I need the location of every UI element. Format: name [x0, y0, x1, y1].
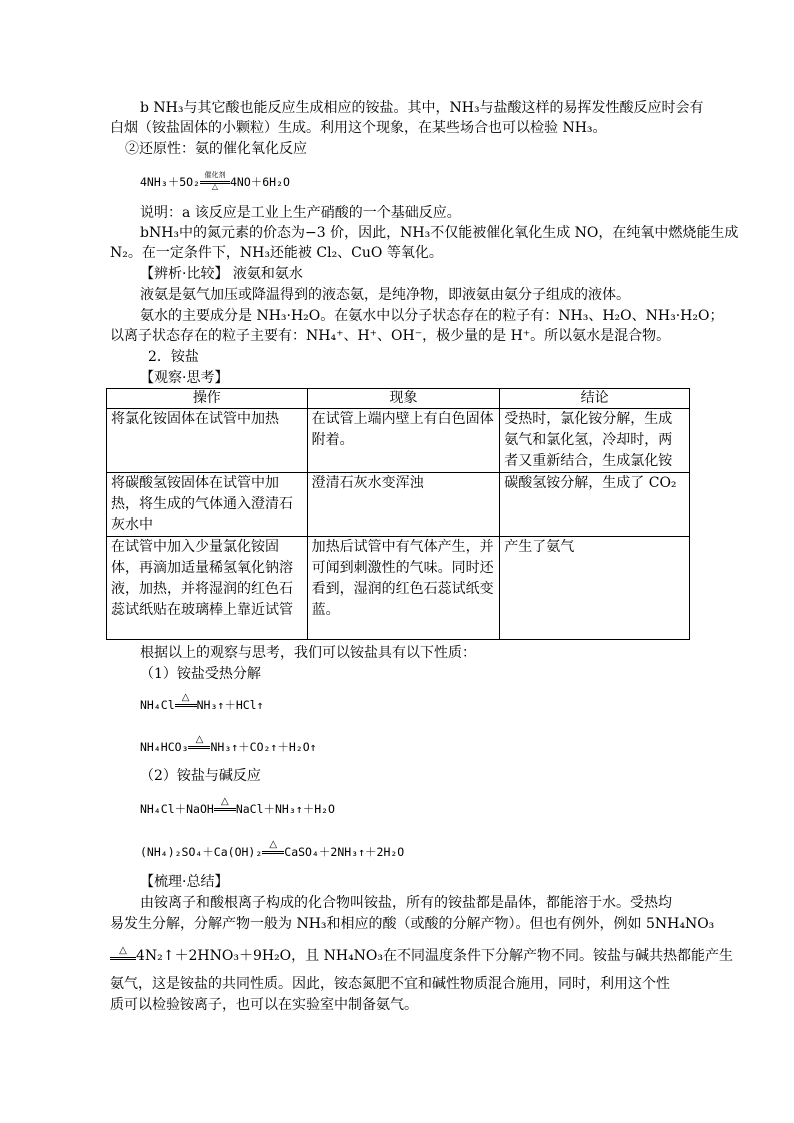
equation-products: NH₃↑＋CO₂↑＋H₂O↑	[210, 740, 317, 754]
equation-nh4cl-decomposition	[140, 692, 264, 713]
paragraph-text: 4N₂↑＋2HNO₃＋9H₂O，且 NH₄NO₃在不同温度条件下分解产物不同。铵盐与碱共热都能产生	[136, 948, 734, 964]
equation-reactants: NH₄HCO₃	[140, 740, 189, 754]
column-header: 结论	[500, 389, 690, 409]
reaction-condition	[175, 692, 197, 713]
equation-catalytic-oxidation	[140, 171, 290, 191]
section-heading: 2．铵盐	[148, 349, 199, 365]
section-heading: ②还原性：氨的催化氧化反应	[125, 141, 307, 157]
section-heading: 【梳理·总结】	[140, 874, 229, 890]
subsection-heading: （2）铵盐与碱反应	[140, 768, 261, 784]
equation-nh4hco3-decomposition	[140, 734, 317, 755]
table-cell: 将碳酸氢铵固体在试管中加热，将生成的气体通入澄清石灰水中	[107, 473, 308, 537]
equation-products: CaSO₄＋2NH₃↑＋2H₂O	[284, 845, 405, 859]
paragraph-line: N₂。在一定条件下，NH₃还能被 Cl₂、CuO 等氧化。	[110, 245, 443, 261]
paragraph-line: 根据以上的观察与思考，我们可以铵盐具有以下性质：	[140, 645, 476, 661]
table-cell: 澄清石灰水变浑浊	[307, 473, 500, 537]
paragraph-line: b NH₃与其它酸也能反应生成相应的铵盐。其中，NH₃与盐酸这样的易挥发性酸反应时会有	[140, 100, 704, 116]
paragraph-line: bNH₃中的氮元素的价态为−3 价，因此，NH₃不仅能被催化氧化生成 NO，在纯氧中燃烧能生成	[140, 225, 739, 241]
paragraph-line: 氨水的主要成分是 NH₃·H₂O。在氨水中以分子状态存在的粒子有：NH₃、H₂O、NH₃·H₂O；	[140, 308, 724, 324]
table-row	[107, 473, 690, 537]
table-cell: 在试管中加入少量氯化铵固体，再滴加适量稀氢氧化钠溶液，加热，并将湿润的红色石蕊试纸贴在玻璃棒上靠近试管	[107, 537, 308, 640]
reaction-condition	[110, 945, 136, 966]
table-cell: 受热时，氯化铵分解，生成氨气和氯化氢，冷却时，两者又重新结合，生成氯化铵	[500, 409, 690, 473]
equation-ammonium-sulfate-calcium-hydroxide	[140, 839, 405, 860]
table-header-row	[107, 389, 690, 409]
equation-reactants: NH₄Cl	[140, 698, 175, 712]
paragraph-line: 质可以检验铵离子，也可以在实验室中制备氨气。	[110, 997, 418, 1013]
column-header: 操作	[107, 389, 308, 409]
reaction-condition	[262, 839, 284, 860]
paragraph-line: 白烟（铵盐固体的小颗粒）生成。利用这个现象，在某些场合也可以检验 NH₃。	[110, 120, 607, 136]
table-row	[107, 537, 690, 640]
paragraph-line: 以离子状态存在的粒子主要有：NH₄⁺、H⁺、OH⁻，极少量的是 H⁺。所以氨水是混合物。	[110, 328, 671, 344]
table-row	[107, 409, 690, 473]
reaction-condition	[214, 796, 236, 817]
equation-reactants: (NH₄)₂SO₄＋Ca(OH)₂	[140, 845, 263, 859]
table-cell: 加热后试管中有气体产生，并可闻到刺激性的气味。同时还看到，湿润的红色石蕊试纸变蓝。	[307, 537, 500, 640]
equals-sign	[262, 851, 284, 854]
table-cell: 在试管上端内壁上有白色固体附着。	[307, 409, 500, 473]
equation-reactants: NH₄Cl＋NaOH	[140, 802, 214, 816]
paragraph-line	[110, 946, 733, 966]
equals-sign	[110, 957, 136, 960]
heat-symbol: △	[269, 839, 278, 850]
paragraph-line: 由铵离子和酸根离子构成的化合物叫铵盐，所有的铵盐都是晶体，都能溶于水。受热均	[140, 895, 672, 911]
table-cell: 产生了氨气	[500, 537, 690, 640]
section-heading: 【观察·思考】	[140, 370, 229, 386]
observation-table	[106, 388, 690, 640]
reaction-condition	[200, 171, 230, 191]
equation-products: 4NO＋6H₂O	[229, 175, 290, 189]
equation-nh4cl-naoh	[140, 796, 335, 817]
paragraph-line: 氨气，这是铵盐的共同性质。因此，铵态氮肥不宜和碱性物质混合施用，同时，利用这个性	[110, 976, 670, 992]
paragraph-line: 说明：a 该反应是工业上生产硝酸的一个基础反应。	[140, 205, 461, 221]
heat-symbol: △	[211, 182, 219, 191]
subsection-heading: （1）铵盐受热分解	[140, 666, 261, 682]
heat-symbol: △	[195, 734, 204, 745]
section-heading: 【辨析·比较】 液氨和氨水	[140, 266, 303, 282]
equation-products: NaCl＋NH₃↑＋H₂O	[235, 802, 335, 816]
catalyst-label: 催化剂	[204, 171, 226, 179]
table-cell: 碳酸氢铵分解，生成了 CO₂	[500, 473, 690, 537]
reaction-condition	[188, 734, 210, 755]
heat-symbol: △	[181, 692, 190, 703]
equation-products: NH₃↑＋HCl↑	[196, 698, 264, 712]
equation-reactants: 4NH₃＋5O₂	[140, 175, 200, 189]
paragraph-line: 液氨是氨气加压或降温得到的液态氨，是纯净物，即液氨由氨分子组成的液体。	[140, 287, 630, 303]
heat-symbol: △	[119, 945, 127, 956]
equals-sign	[214, 808, 236, 811]
column-header: 现象	[307, 389, 500, 409]
table-cell: 将氯化铵固体在试管中加热	[107, 409, 308, 473]
equals-sign	[188, 746, 210, 749]
equals-sign	[175, 704, 197, 707]
heat-symbol: △	[220, 796, 229, 807]
paragraph-line: 易发生分解，分解产物一般为 NH₃和相应的酸（或酸的分解产物）。但也有例外，例如 5NH₄NO₃	[110, 916, 715, 932]
